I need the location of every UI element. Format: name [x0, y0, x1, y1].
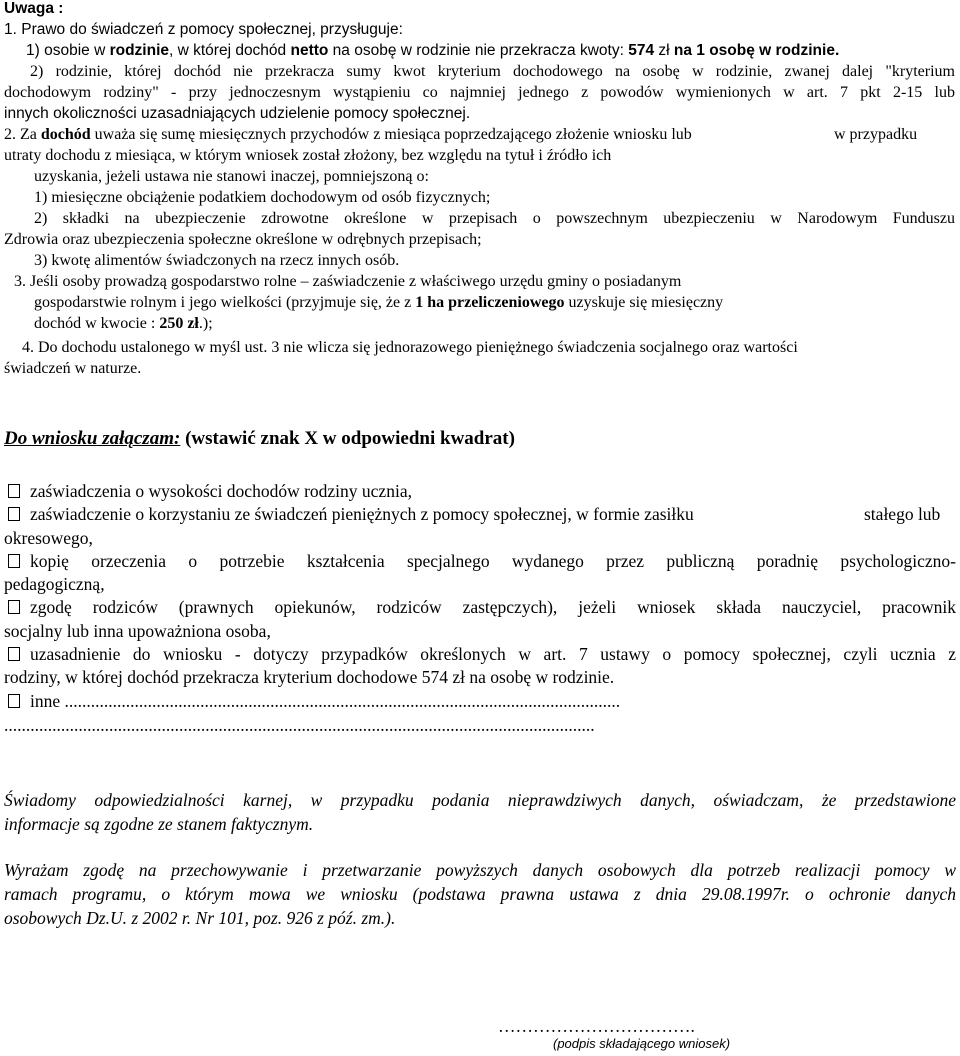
attachments-heading — [4, 428, 515, 450]
attachment-label: kopię orzeczenia o potrzebie kształcenia specjalnego wydanego przez publiczną poradnię psychologiczno- — [30, 551, 956, 571]
attachment-label: zaświadczenia o wysokości dochodów rodziny ucznia, — [30, 481, 412, 501]
note-2-line-2: utraty dochodu z miesiąca, w którym wniosek został złożony, bez względu na tytuł i źródło ich — [4, 147, 612, 164]
text-span: .); — [198, 315, 213, 332]
signature-line[interactable]: ……………………………. — [498, 1016, 695, 1036]
checkbox[interactable] — [8, 554, 20, 568]
attachment-item-2-line-2: okresowego, — [4, 528, 93, 548]
attachment-item-3-line-2: pedagogiczną, — [4, 574, 105, 594]
note-3-line-1: 3. Jeśli osoby prowadzą gospodarstwo rolne – zaświadczenie z właściwego urzędu gminy o posiadanym — [14, 273, 682, 290]
attachment-item-6-line-2: ....................................................................................................................................... — [4, 715, 595, 735]
text-span: gospodarstwie rolnym i jego wielkości (przyjmuje się, że z — [34, 294, 416, 311]
text-span: na osobę w rodzinie nie przekracza kwoty: — [328, 42, 629, 59]
declaration-2-line-1: Wyrażam zgodę na przechowywanie i przetwarzanie powyższych danych osobowych dla potrzeb realizacji pomocy w — [4, 860, 956, 880]
attachment-label: inne ............................................................................................................................... — [30, 691, 621, 711]
text-span: dochód w kwocie : — [34, 315, 160, 332]
checkbox[interactable] — [8, 600, 20, 614]
text-span: uważa się sumę miesięcznych przychodów z miesiąca poprzedzającego złożenie wniosku lub — [90, 126, 692, 143]
note-1-item-2-line-2: dochodowym rodziny" - przy jednoczesnym wystąpieniu co najmniej jednego z powodów wymienionych w art. 7 pkt 2-15 lub — [4, 84, 955, 101]
note-1-item-1 — [26, 42, 839, 60]
attachment-item-2 — [8, 504, 694, 525]
note-2-item-2-line-2: Zdrowia oraz ubezpieczenia społeczne określone w odrębnych przepisach; — [4, 231, 482, 248]
attachment-item-5 — [8, 644, 956, 665]
text-span: , w której dochód — [169, 42, 291, 59]
note-2-item-2-line-1: 2) składki na ubezpieczenie zdrowotne określone w przepisach o powszechnym ubezpieczeniu w Narodowym Funduszu — [34, 210, 955, 227]
attachment-label: zgodę rodziców (prawnych opiekunów, rodziców zastępczych), jeżeli wniosek składa nauczyciel, pracownik — [30, 597, 956, 617]
note-1-item-2-line-1: 2) rodzinie, której dochód nie przekracza sumy kwot kryterium dochodowego na osobę w rodzinie, zwanej dalej "kryterium — [30, 63, 955, 80]
declaration-2-line-3: osobowych Dz.U. z 2002 r. Nr 101, poz. 926 z póź. zm.). — [4, 908, 396, 928]
declaration-1-line-2: informacje są zgodne ze stanem faktycznym. — [4, 814, 314, 834]
text-span: 2. Za — [4, 126, 41, 143]
note-4-line-2: świadczeń w naturze. — [4, 360, 142, 377]
declaration-2-line-2: ramach programu, o którym mowa we wniosku (podstawa prawna ustawa z dnia 29.08.1997r. o ochronie danych — [4, 884, 956, 904]
bold-span: rodzinie — [109, 42, 169, 59]
text-span: uzyskuje się miesięczny — [564, 294, 724, 311]
attachment-label: uzasadnienie do wniosku - dotyczy przypadków określonych w art. 7 ustawy o pomocy społecznej, czyli ucznia z — [30, 644, 956, 664]
attachment-item-3 — [8, 551, 956, 572]
uwaga-title: Uwaga : — [4, 0, 64, 17]
attachment-item-4-line-2: socjalny lub inna upoważniona osoba, — [4, 621, 271, 641]
checkbox[interactable] — [8, 694, 20, 708]
attachment-label: zaświadczenie o korzystaniu ze świadczeń pieniężnych z pomocy społecznej, w formie zasiłku — [30, 504, 694, 524]
note-3-line-2 — [34, 294, 723, 312]
note-2-item-3: 3) kwotę alimentów świadczonych na rzecz innych osób. — [34, 252, 400, 269]
note-2-line-1 — [4, 126, 692, 144]
signature-label: (podpis składającego wniosek) — [553, 1036, 731, 1051]
declaration-1-line-1: Świadomy odpowiedzialności karnej, w przypadku podania nieprawdziwych danych, oświadczam, że przedstawione — [4, 790, 956, 810]
attachment-item-1 — [8, 481, 412, 502]
bold-span: 1 ha przeliczeniowego — [415, 294, 565, 311]
bold-span: 574 — [628, 42, 655, 59]
attachment-item-5-line-2: rodziny, w której dochód przekracza kryterium dochodowe 574 zł na osobę w rodzinie. — [4, 667, 615, 687]
text-span: zł — [654, 42, 674, 59]
attachment-item-4 — [8, 597, 956, 618]
checkbox[interactable] — [8, 507, 20, 521]
note-1-item-2-line-3: innych okoliczności uzasadniających udzielenie pomocy społecznej. — [4, 105, 471, 122]
checkbox[interactable] — [8, 484, 20, 498]
note-2-line-3: uzyskania, jeżeli ustawa nie stanowi inaczej, pomniejszoną o: — [34, 168, 429, 185]
heading-instruction: (wstawić znak X w odpowiedni kwadrat) — [180, 428, 515, 449]
note-4-line-1: 4. Do dochodu ustalonego w myśl ust. 3 nie wlicza się jednorazowego pieniężnego świadczenia socjalnego oraz wartości — [22, 339, 798, 356]
bold-span: netto — [290, 42, 329, 59]
bold-span: dochód — [40, 126, 91, 143]
checkbox[interactable] — [8, 647, 20, 661]
note-1-intro: 1. Prawo do świadczeń z pomocy społecznej, przysługuje: — [4, 21, 403, 38]
note-2-item-1: 1) miesięczne obciążenie podatkiem dochodowym od osób fizycznych; — [34, 189, 491, 206]
bold-span: na 1 osobę w rodzinie. — [673, 42, 840, 59]
note-3-line-3 — [34, 315, 213, 333]
text-span: 1) osobie w — [26, 42, 110, 59]
attachment-item-2-end: stałego lub — [864, 504, 941, 524]
attachment-item-6 — [8, 691, 620, 712]
bold-span: 250 zł — [159, 315, 199, 332]
heading-italic: Do wniosku załączam: — [4, 428, 181, 449]
note-2-line-1-end: w przypadku — [834, 126, 918, 143]
